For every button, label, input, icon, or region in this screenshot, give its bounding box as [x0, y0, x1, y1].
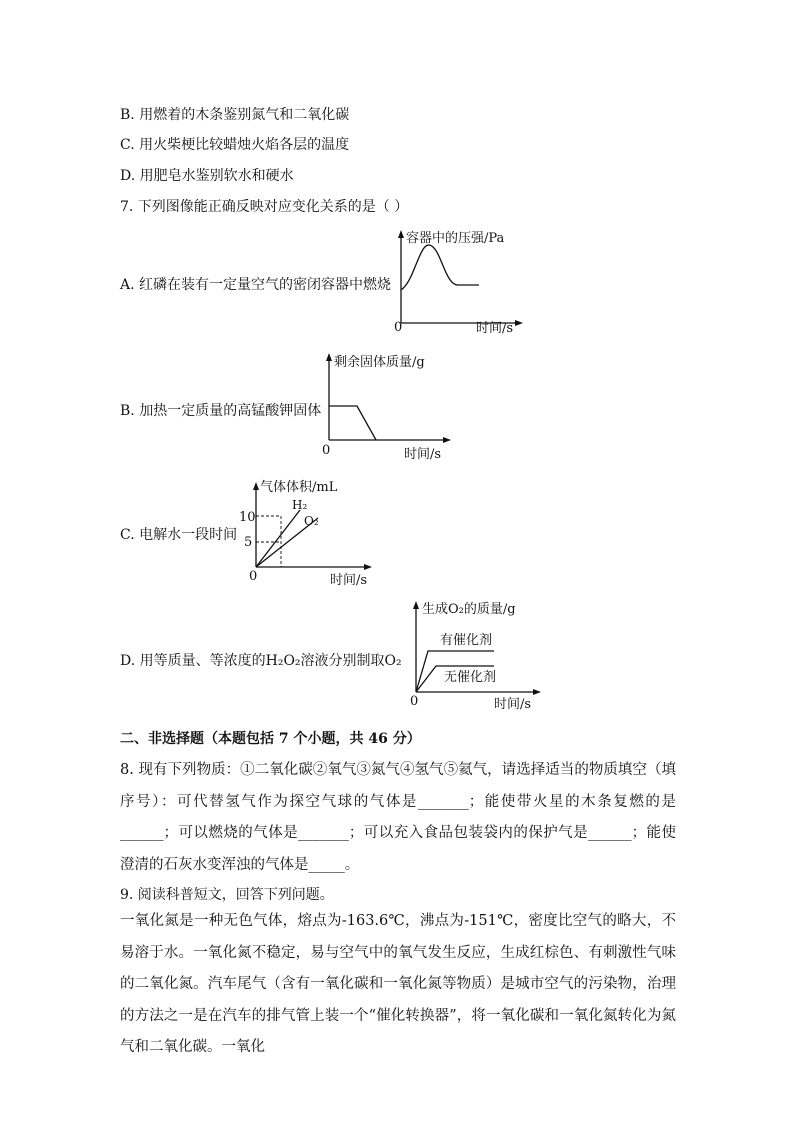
q7-option-d: D. 用等质量、等浓度的H₂O₂溶液分别制取O₂	[120, 653, 402, 669]
q7-option-a: A. 红磷在装有一定量空气的密闭容器中燃烧	[120, 277, 392, 293]
graph-d-ylabel: 生成O₂的质量/g	[422, 602, 516, 617]
graph-a-ylabel: 容器中的压强/Pa	[406, 231, 505, 246]
graph-b-origin: 0	[322, 443, 331, 458]
graph-d-label-catalyst: 有催化剂	[440, 633, 493, 648]
question-8: 8. 现有下列物质：①二氧化碳②氧气③氮气④氢气⑤氦气，请选择适当的物质填空（填序号）：可代替氢气作为探空气球的气体是_______；能使带火星的木条复燃的是______；可以燃烧的气体是_______；可以充入食品包装袋内的保护气是______；能使澄清的石灰水变浑浊的气体是_____。	[120, 762, 676, 873]
graph-c-xlabel: 时间/s	[330, 573, 368, 588]
graph-a-origin: 0	[394, 320, 403, 335]
graph-d	[402, 597, 552, 713]
graph-b-ylabel: 剩余固体质量/g	[334, 355, 425, 370]
graph-c-origin: 0	[249, 569, 258, 584]
graph-c-label-h2: H₂	[292, 498, 308, 512]
graph-c-ytick-10: 10	[239, 510, 256, 525]
graph-d-origin: 0	[410, 694, 419, 709]
graph-a	[390, 225, 530, 335]
graph-c-line-h2	[256, 510, 300, 567]
graph-c	[236, 478, 386, 588]
option-d-top: D. 用肥皂水鉴别软水和硬水	[120, 168, 294, 184]
graph-c-label-o2: O₂	[304, 514, 319, 528]
graph-c-ytick-5: 5	[244, 535, 253, 550]
question-9-stem: 9. 阅读科普短文，回答下列问题。	[120, 887, 334, 903]
graph-b	[318, 348, 458, 460]
graph-a-xlabel: 时间/s	[476, 321, 514, 336]
graph-a-pressure-curve	[401, 245, 479, 290]
q7-option-c: C. 电解水一段时间	[120, 527, 238, 543]
graph-b-mass-curve	[329, 406, 376, 440]
question-9-passage: 一氧化氮是一种无色气体，熔点为-163.6℃，沸点为-151℃，密度比空气的略大，不易溶于水。一氧化氮不稳定，易与空气中的氧气发生反应，生成红棕色、有刺激性气味的二氧化氮。汽车尾气（含有一氧化碳和一氧化氮等物质）是城市空气的污染物，治理的方法之一是在汽车的排气管上装一个“催化转换器”，将一氧化碳和一氧化氮转化为氮气和二氧化碳。一氧化	[120, 913, 676, 1055]
graph-d-xlabel: 时间/s	[494, 697, 532, 712]
graph-c-ylabel: 气体体积/mL	[260, 480, 338, 495]
graph-b-xlabel: 时间/s	[404, 447, 442, 462]
q7-option-b: B. 加热一定质量的高锰酸钾固体	[120, 403, 322, 419]
option-c-top: C. 用火柴梗比较蜡烛火焰各层的温度	[120, 137, 350, 153]
question-7-stem: 7. 下列图像能正确反映对应变化关系的是（ ）	[120, 199, 409, 215]
section-2-heading: 二、非选择题（本题包括 7 个小题，共 46 分）	[120, 731, 421, 747]
graph-d-label-no-catalyst: 无催化剂	[444, 670, 497, 685]
option-b-top: B. 用燃着的木条鉴别氮气和二氧化碳	[120, 107, 350, 123]
